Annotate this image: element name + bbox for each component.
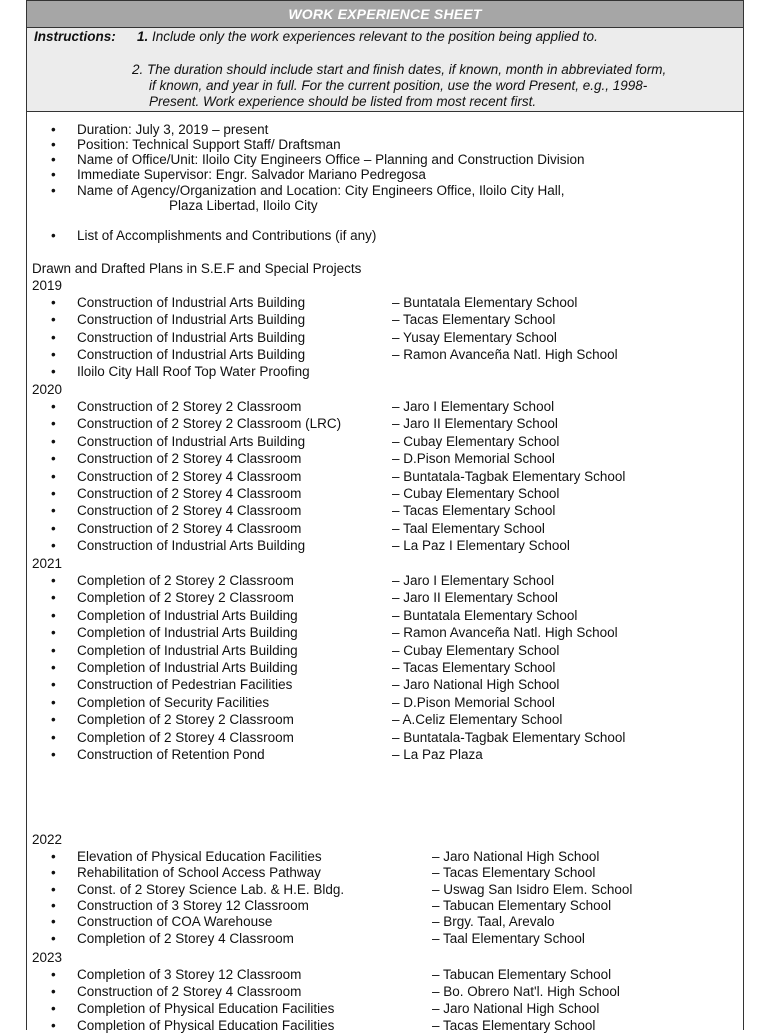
project-title: Construction of Industrial Arts Building	[77, 329, 306, 345]
project-location: – Tacas Elementary School	[432, 865, 596, 881]
project-title: Construction of 2 Storey 4 Classroom	[77, 468, 302, 484]
project-title: Construction of 2 Storey 4 Classroom	[77, 503, 302, 519]
project-title: Completion of Industrial Arts Building	[77, 625, 298, 641]
project-title: Construction of Industrial Arts Building	[77, 312, 306, 328]
project-location: – Tacas Elementary School	[432, 1018, 596, 1033]
project-location: – La Paz I Elementary School	[392, 538, 570, 554]
project-title: Const. of 2 Storey Science Lab. & H.E. Bldg.	[77, 881, 345, 897]
project-location: – Cubay Elementary School	[392, 642, 560, 658]
project-title: Construction of 2 Storey 4 Classroom	[77, 984, 302, 999]
year-heading: 2022	[32, 832, 63, 847]
project-title: Construction of 2 Storey 4 Classroom	[77, 520, 302, 536]
project-title: Construction of 2 Storey 4 Classroom	[77, 451, 302, 467]
project-title: Completion of 2 Storey 2 Classroom	[77, 712, 294, 728]
project-title: Elevation of Physical Education Facilities	[77, 849, 322, 864]
year-heading: 2020	[32, 382, 63, 397]
project-location: – Jaro I Elementary School	[392, 573, 555, 588]
project-location: – D.Pison Memorial School	[392, 451, 555, 467]
section-heading: Drawn and Drafted Plans in S.E.F and Special Projects	[32, 261, 362, 276]
project-location: – Taal Elementary School	[392, 520, 545, 536]
project-title: Construction of Industrial Arts Building	[77, 295, 306, 310]
instructions-label: Instructions:	[34, 29, 116, 44]
project-title: Construction of 2 Storey 4 Classroom	[77, 486, 302, 501]
project-title: Completion of 2 Storey 2 Classroom	[77, 590, 294, 606]
project-title: Construction of 2 Storey 2 Classroom	[77, 399, 302, 414]
project-location: – Buntatala Elementary School	[392, 607, 578, 623]
project-title: Construction of COA Warehouse	[77, 914, 273, 930]
project-location: – Buntatala Elementary School	[392, 295, 578, 310]
project-location: – Buntatala-Tagbak Elementary School	[392, 468, 626, 484]
project-title: Completion of 2 Storey 4 Classroom	[77, 729, 294, 745]
project-location: – La Paz Plaza	[392, 747, 483, 762]
year-heading: 2023	[32, 950, 63, 965]
instruction-1: 1. Include only the work experiences relevant to the position being applied to.	[137, 29, 598, 44]
project-title: Construction of Retention Pond	[77, 747, 265, 762]
project-location: – Jaro National High School	[392, 677, 560, 693]
project-title: Construction of 3 Storey 12 Classroom	[77, 897, 309, 913]
project-location: – Tabucan Elementary School	[432, 967, 612, 982]
project-title: Completion of 2 Storey 2 Classroom	[77, 573, 294, 588]
project-title: Completion of Security Facilities	[77, 694, 270, 710]
project-title: Iloilo City Hall Roof Top Water Proofing	[77, 364, 310, 380]
project-title: Completion of Industrial Arts Building	[77, 642, 298, 658]
year-heading: 2019	[32, 278, 63, 293]
project-location: – Tabucan Elementary School	[432, 897, 612, 913]
project-location: – D.Pison Memorial School	[392, 694, 555, 710]
project-title: Construction of Industrial Arts Building	[77, 538, 306, 554]
project-location: – Yusay Elementary School	[392, 329, 557, 345]
project-location: – Jaro II Elementary School	[392, 590, 558, 606]
project-location: – Cubay Elementary School	[392, 486, 560, 501]
project-location: – Taal Elementary School	[432, 930, 585, 946]
project-location: – Jaro I Elementary School	[392, 399, 555, 414]
project-location: – Tacas Elementary School	[392, 660, 556, 675]
project-title: Completion of Industrial Arts Building	[77, 660, 298, 675]
sheet-title: WORK EXPERIENCE SHEET	[27, 0, 743, 28]
project-location: – Cubay Elementary School	[392, 433, 560, 449]
project-location: – Buntatala-Tagbak Elementary School	[392, 729, 626, 745]
year-heading: 2021	[32, 556, 63, 571]
project-title: Construction of 2 Storey 2 Classroom (LRC)	[77, 416, 342, 432]
project-title: Completion of 2 Storey 4 Classroom	[77, 930, 294, 946]
project-title: Construction of Pedestrian Facilities	[77, 677, 293, 693]
project-location: – Tacas Elementary School	[392, 312, 556, 328]
detail-agency-cont: Plaza Libertad, Iloilo City	[169, 198, 318, 213]
instruction-2: 2. The duration should include start and finish dates, if known, month in abbreviated form, if known, and year in full. For the current position, use the word Present, e.g., 1998- Present. Work experience should be listed from most recent first.	[132, 62, 667, 109]
project-title: Completion of Physical Education Facilities	[77, 1001, 335, 1016]
project-location: – Uswag San Isidro Elem. School	[432, 881, 633, 897]
project-title: Completion of Industrial Arts Building	[77, 607, 298, 623]
project-title: Construction of Industrial Arts Building	[77, 346, 306, 362]
project-location: – Jaro National High School	[432, 849, 600, 864]
project-location: – Ramon Avanceña Natl. High School	[392, 346, 618, 362]
project-location: – Bo. Obrero Nat'l. High School	[432, 984, 620, 999]
project-location: – Brgy. Taal, Arevalo	[432, 914, 555, 930]
project-title: Completion of Physical Education Facilities	[77, 1018, 335, 1033]
project-location: – Jaro II Elementary School	[392, 416, 558, 432]
project-location: – Jaro National High School	[432, 1001, 600, 1016]
project-location: – Ramon Avanceña Natl. High School	[392, 625, 618, 641]
project-location: – Tacas Elementary School	[392, 503, 556, 519]
project-title: Construction of Industrial Arts Building	[77, 433, 306, 449]
project-title: Rehabilitation of School Access Pathway	[77, 865, 321, 881]
project-location: – A.Celiz Elementary School	[392, 712, 563, 728]
instructions-box	[27, 28, 743, 112]
project-title: Completion of 3 Storey 12 Classroom	[77, 967, 302, 982]
